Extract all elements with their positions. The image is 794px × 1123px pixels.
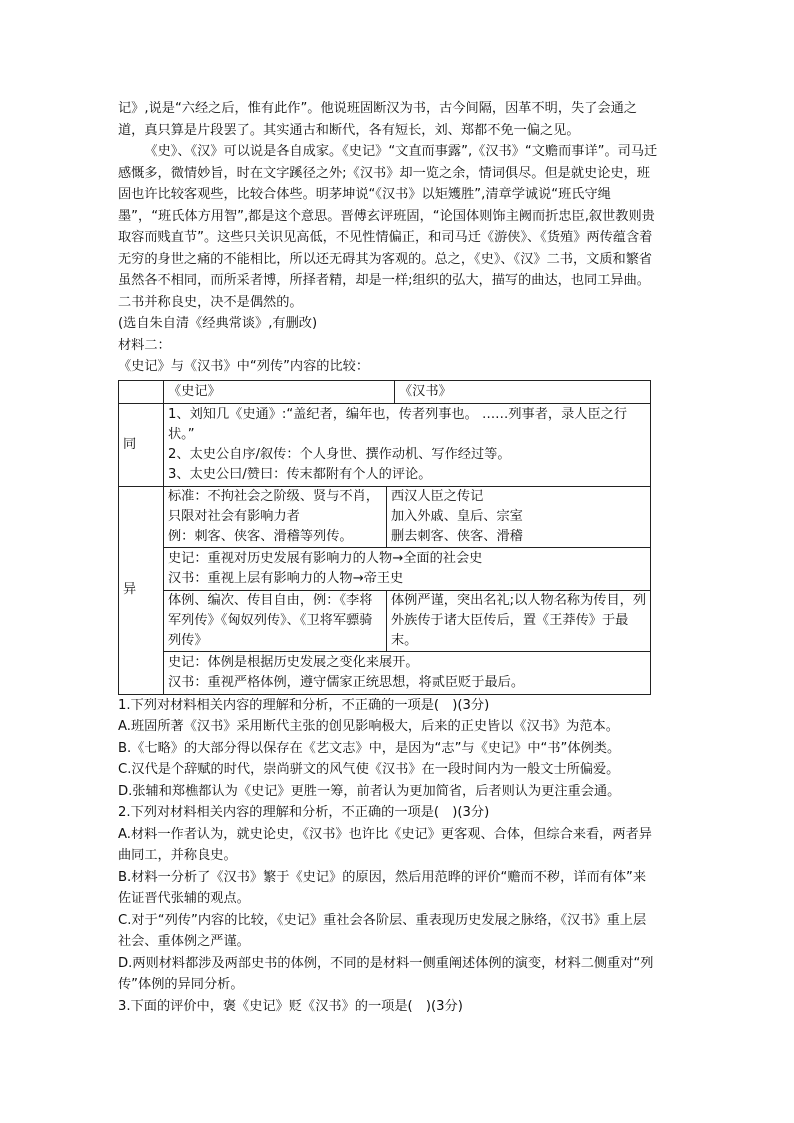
diff2-shiji: 史记：重视对历史发展有影响力的人物→全面的社会史 [168, 550, 483, 566]
same-line-2: 2、太史公自序/叙传：个人身世、撰作动机、写作经过等。 [168, 446, 511, 462]
question-stem: 3.下面的评价中，褒《史记》贬《汉书》的一项是( )(3分) [118, 998, 463, 1014]
question-3 [118, 996, 658, 1018]
diff3-hanshu: 体例严谨，突出名礼;以人物名称为传目，列外族传于诸大臣传后，置《王莽传》于最末。 [391, 592, 647, 648]
option-d: D.张辅和郑樵都认为《史记》更胜一筹，前者认为更加简省，后者则认为更注重会通。 [118, 783, 621, 799]
option-b: B.《七略》的大部分得以保存在《艺文志》中，是因为“志”与《史记》中“书”体例类。 [118, 740, 621, 756]
row-label-diff: 异 [119, 486, 164, 694]
document-page [118, 98, 658, 1017]
option-c: C.对于“列传”内容的比较，《史记》重社会各阶层、重表现历史发展之脉络，《汉书》重上层社会、重体例之严谨。 [118, 912, 647, 949]
option-d: D.两则材料都涉及两部史书的体例，不同的是材料一侧重阐述体例的演变，材料二侧重对“列传”体例的异同分析。 [118, 955, 654, 992]
option-b: B.材料一分析了《汉书》繁于《史记》的原因，然后用范晔的评价“赡而不秽，详而有体”来佐证晋代张辅的观点。 [118, 869, 647, 906]
question-2 [118, 802, 658, 996]
question-1 [118, 695, 658, 803]
table-corner-cell [119, 380, 164, 403]
diff4-shiji: 史记：体例是根据历史发展之变化来展开。 [168, 654, 419, 670]
row-label-same: 同 [119, 403, 164, 486]
same-cell [164, 403, 651, 486]
material1-paragraph-1: 记》,说是“六经之后，惟有此作”。他说班固断汉为书，古今间隔，因革不明，失了会通之道，真只算是片段罢了。其实通古和断代，各有短长，刘、郑都不免一偏之见。 [118, 101, 637, 138]
diff-block-1 [164, 487, 650, 547]
material2-intro: 《史记》与《汉书》中“列传”内容的比较： [118, 359, 370, 374]
diff-block-4 [164, 651, 650, 694]
header-shiji: 《史记》 [164, 380, 395, 403]
option-a: A.班固所著《汉书》采用断代主张的创见影响极大，后来的正史皆以《汉书》为范本。 [118, 719, 619, 734]
diff-cell [164, 486, 651, 694]
table-row-diff [119, 486, 651, 694]
same-line-3: 3、太史公曰/赞曰：传末都附有个人的评论。 [168, 466, 432, 482]
option-c: C.汉代是个辞赋的时代，崇尚骈文的风气使《汉书》在一段时间内为一般文士所偏爱。 [118, 762, 620, 777]
diff1-shiji: 标准：不拘社会之阶级、贤与不肖，只限对社会有影响力者 例：刺客、侠客、滑稽等列传。 [164, 487, 387, 547]
material1-source: (选自朱自清《经典常谈》,有删改) [118, 316, 318, 331]
material2-label: 材料二： [118, 337, 171, 353]
table-row-same [119, 403, 651, 486]
diff2-hanshu: 汉书：重视上层有影响力的人物→帝王史 [168, 570, 404, 586]
same-line-1: 1、刘知几《史通》:“盖纪者，编年也，传者列事也。 ……列事者，录人臣之行状。” [168, 406, 628, 442]
header-hanshu: 《汉书》 [395, 380, 651, 403]
diff3-shiji: 体例、编次、传目自由，例：《李将军列传》《匈奴列传》、《卫将军骠骑列传》 [164, 591, 387, 651]
material1-paragraph-2: 《史》、《汉》可以说是各自成家。《史记》“文直而事露”,《汉书》“文赡而事详”。司马迁感慨多，微情妙旨，时在文字蹊径之外;《汉书》却一览之余，情词俱尽。但是就史论史，班固也许比较客观些，比较合体些。明茅坤说“《汉书》以矩矱胜”,清章学诚说“班氏守绳墨”，“班氏体方用智”,都是这个意思。晋傅玄评班固，“论国体则饰主阙而折忠臣,叙世教则贵取容而贱直节”。这些只关识见高低，不见性情偏正，和司马迁《游侠》、《货殖》两传蕴含着无穷的身世之痛的不能相比，所以还无碍其为客观的。总之，《史》、《汉》二书，文质和繁省虽然各不相同，而所采者博，所择者精，却是一样;组织的弘大，描写的曲达，也同工异曲。二书并称良史，决不是偶然的。 [118, 144, 658, 310]
question-stem: 1.下列对材料相关内容的理解和分析，不正确的一项是( )(3分) [118, 697, 490, 713]
diff1-hanshu: 西汉人臣之传记 加入外戚、皇后、宗室 删去刺客、侠客、滑稽 [391, 488, 523, 544]
table-header-row [119, 380, 651, 403]
diff-block-3 [164, 590, 650, 651]
diff4-hanshu: 汉书：重视严格体例，遵守儒家正统思想，将贰臣贬于最后。 [168, 674, 525, 690]
question-stem: 2.下列对材料相关内容的理解和分析，不正确的一项是( )(3分) [118, 805, 490, 820]
option-a: A.材料一作者认为，就史论史，《汉书》也许比《史记》更客观、合体，但综合来看，两者异曲同工，并称良史。 [118, 826, 652, 863]
diff-block-2 [164, 547, 650, 590]
comparison-table [118, 380, 651, 695]
